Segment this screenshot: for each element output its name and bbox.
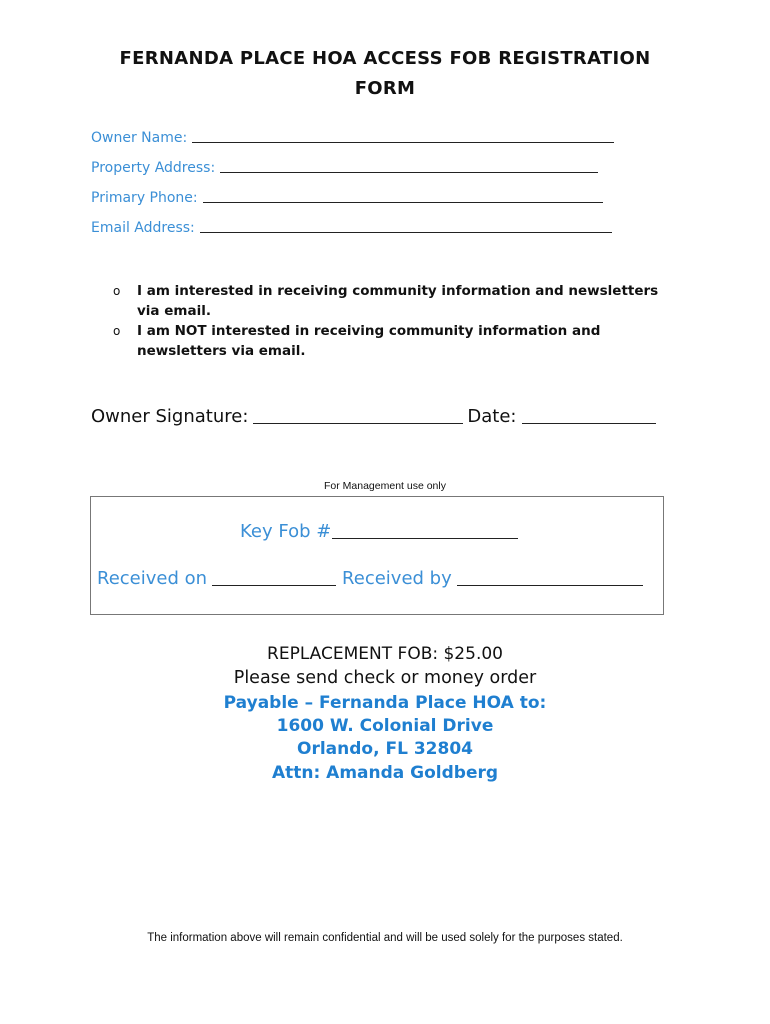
payment-instruction: Please send check or money order (233, 668, 537, 688)
email-address-field[interactable] (91, 220, 612, 236)
property-address-field[interactable] (91, 160, 598, 176)
opt-in-text: I am interested in receiving community information and newsletters via email. (137, 283, 659, 319)
signature-row (91, 406, 656, 427)
opt-out-text: I am NOT interested in receiving community information and newsletters via email. (137, 323, 601, 359)
form-title-line1: FERNANDA PLACE HOA ACCESS FOB REGISTRATION (119, 48, 651, 69)
key-fob-field[interactable] (240, 521, 518, 542)
address-city: Orlando, FL 32804 (297, 739, 473, 759)
property-address-line[interactable] (220, 171, 598, 173)
email-address-label: Email Address: (91, 220, 195, 236)
replacement-fee: REPLACEMENT FOB: $25.00 (267, 644, 503, 664)
address-attn: Attn: Amanda Goldberg (271, 763, 499, 783)
property-address-label: Property Address: (91, 160, 216, 176)
key-fob-line[interactable] (332, 537, 518, 539)
address-street: 1600 W. Colonial Drive (276, 716, 494, 736)
received-row (97, 568, 643, 589)
received-on-line[interactable] (212, 584, 336, 586)
management-box (90, 496, 664, 615)
email-address-line[interactable] (200, 231, 612, 233)
date-label: Date: (467, 406, 517, 427)
form-title-line2: FORM (354, 78, 416, 99)
primary-phone-field[interactable] (91, 190, 603, 206)
confidentiality-note: The information above will remain confidential and will be used solely for the purposes stated. (147, 932, 623, 944)
payable-to: Payable – Fernanda Place HOA to: (223, 693, 547, 713)
owner-signature-label: Owner Signature: (91, 406, 249, 427)
primary-phone-line[interactable] (203, 201, 603, 203)
owner-name-label: Owner Name: (91, 130, 188, 146)
management-label: For Management use only (324, 480, 446, 492)
radio-circle-icon[interactable]: o (113, 324, 121, 338)
owner-name-line[interactable] (192, 141, 614, 143)
radio-circle-icon[interactable]: o (113, 284, 121, 298)
received-by-line[interactable] (457, 584, 643, 586)
date-line[interactable] (522, 422, 656, 424)
owner-name-field[interactable] (91, 130, 614, 146)
primary-phone-label: Primary Phone: (91, 190, 198, 206)
key-fob-label: Key Fob # (240, 521, 332, 542)
received-on-label: Received on (97, 568, 208, 589)
received-by-label: Received by (342, 568, 452, 589)
owner-signature-line[interactable] (253, 422, 463, 424)
